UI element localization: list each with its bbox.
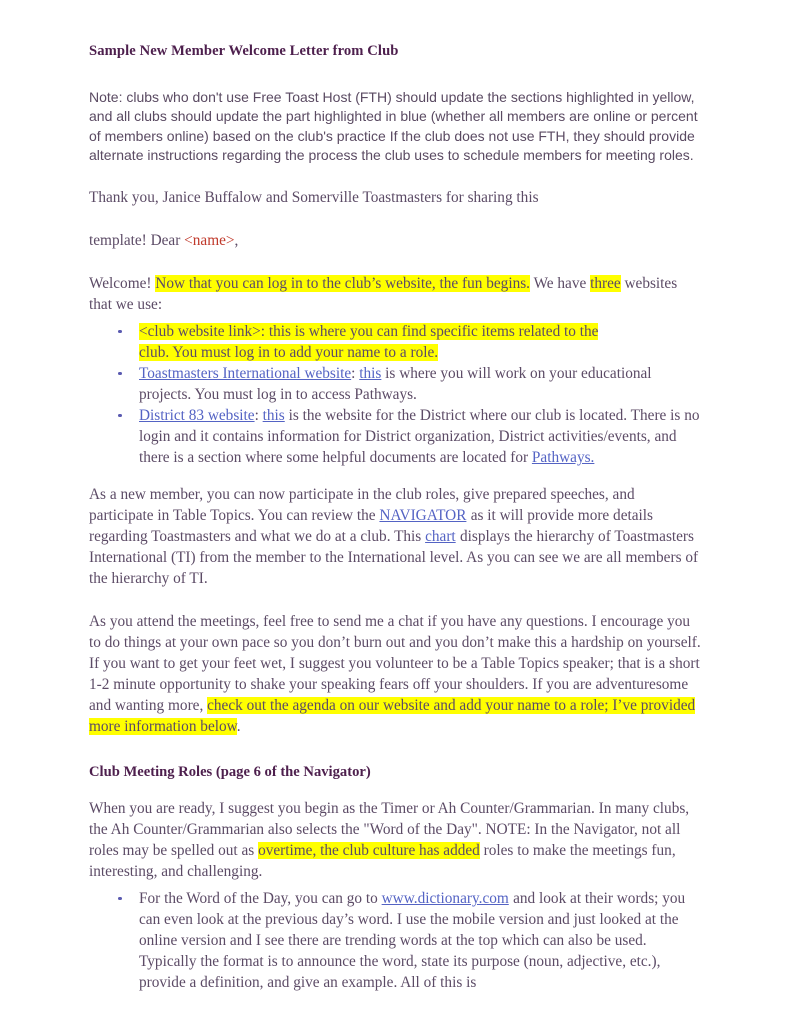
ti-colon: : xyxy=(351,365,360,383)
salutation-comma: , xyxy=(234,232,239,250)
dictionary-com-link[interactable]: www.dictionary.com xyxy=(381,890,509,908)
welcome-highlight: Now that you can log in to the club’s website, the fun begins. xyxy=(155,275,531,293)
bullet-dot-icon xyxy=(118,372,122,376)
meetings-text-2: . xyxy=(236,718,241,736)
note-paragraph: Note: clubs who don't use Free Toast Host (FTH) should update the sections highlighted in yellow, and all clubs should update the part highlighted in blue (whether all members are online or percent of members online) based on the club's practice If the club does not use FTH, they should provide alternate instructions regarding the process the club uses to schedule members for meeting roles. xyxy=(89,89,698,163)
list-item xyxy=(89,888,701,993)
meetings-paragraph xyxy=(89,611,701,737)
roles-text-2: roles to make the meetings fun, interesting, and challenging. xyxy=(89,842,676,881)
word-of-day-text-1: For the Word of the Day, you can go to xyxy=(139,890,382,908)
thanks-paragraph: Thank you, Janice Buffalow and Somerville Toastmasters for sharing this xyxy=(89,189,539,207)
new-member-text-1: As a new member, you can now participate in the club roles, give prepared speeches, and participate in Table Topics. You can review the xyxy=(89,486,635,525)
district-colon: : xyxy=(254,407,263,425)
club-meeting-roles-heading: Club Meeting Roles (page 6 of the Navigator) xyxy=(89,764,371,781)
welcome-count-highlight: three xyxy=(590,275,621,293)
salutation-prefix: template! Dear xyxy=(89,232,185,250)
name-placeholder: <name> xyxy=(184,232,235,250)
list-item xyxy=(89,363,701,405)
document-content xyxy=(89,42,701,993)
toastmasters-this-link[interactable]: this xyxy=(359,365,382,383)
word-of-day-text-2: and look at their words; you can even look at the previous day’s word. I use the mobile version and just looked at the online version and I see there are trending words at the top which can also be used. Typically the format is to announce the word, state its purpose (noun, adjective, etc.), provide a definition, and give an example. All of this is xyxy=(139,890,686,992)
bullet-dot-icon xyxy=(118,897,122,901)
welcome-paragraph xyxy=(89,273,701,315)
district-83-website-link[interactable]: District 83 website xyxy=(139,407,255,425)
new-member-paragraph xyxy=(89,484,701,589)
welcome-prefix: Welcome! xyxy=(89,275,156,293)
pathways-link[interactable]: Pathways. xyxy=(531,449,595,467)
club-website-line-1: <club website link>: this is where you can find specific items related to the xyxy=(139,323,599,341)
district-this-link[interactable]: this xyxy=(262,407,285,425)
list-item xyxy=(89,405,701,468)
navigator-link[interactable]: NAVIGATOR xyxy=(379,507,467,525)
roles-paragraph xyxy=(89,798,701,882)
welcome-suffix: websites that we use: xyxy=(89,275,678,314)
club-website-line-2: club. You must log in to add your name to a role. xyxy=(139,344,439,362)
document-title: Sample New Member Welcome Letter from Club xyxy=(89,43,399,59)
welcome-middle: We have xyxy=(530,275,591,293)
website-bullet-list xyxy=(89,321,701,468)
new-member-text-2: as it will provide more details regarding Toastmasters and what we do at a club. This xyxy=(89,507,653,546)
salutation-paragraph xyxy=(89,230,701,251)
roles-highlight: overtime, the club culture has added xyxy=(258,842,480,860)
chart-link[interactable]: chart xyxy=(425,528,456,546)
meetings-text-1: As you attend the meetings, feel free to send me a chat if you have any questions. I encourage you to do things at your own pace so you don’t burn out and you don’t make this a hardship on yourself. If you want to get your feet wet, I suggest you volunteer to be a Table Topics speaker; that is a short 1-2 minute opportunity to shake your speaking fears off your shoulders. If you are adventuresome and wanting more, xyxy=(89,613,701,715)
bullet-dot-icon xyxy=(118,414,122,418)
roles-text-1: When you are ready, I suggest you begin as the Timer or Ah Counter/Grammarian. In many clubs, the Ah Counter/Grammarian also selects the "Word of the Day". NOTE: In the Navigator, not all roles may be spelled out as xyxy=(89,800,690,860)
bullet-dot-icon xyxy=(118,330,122,334)
district-rest-text: is the website for the District where our club is located. There is no login and it contains information for District organization, District activities/events, and there is a section where some helpful documents are located for xyxy=(139,407,700,467)
list-item xyxy=(89,321,701,363)
toastmasters-international-website-link[interactable]: Toastmasters International website xyxy=(139,365,352,383)
new-member-text-3: displays the hierarchy of Toastmasters International (TI) from the member to the International level. As you can see we are all members of the hierarchy of TI. xyxy=(89,528,699,588)
word-of-day-bullet-list xyxy=(89,888,701,993)
ti-rest-text: is where you will work on your educational projects. You must log in to access Pathways. xyxy=(139,365,652,404)
meetings-highlight: check out the agenda on our website and add your name to a role; I’ve provided more information below xyxy=(89,697,696,736)
